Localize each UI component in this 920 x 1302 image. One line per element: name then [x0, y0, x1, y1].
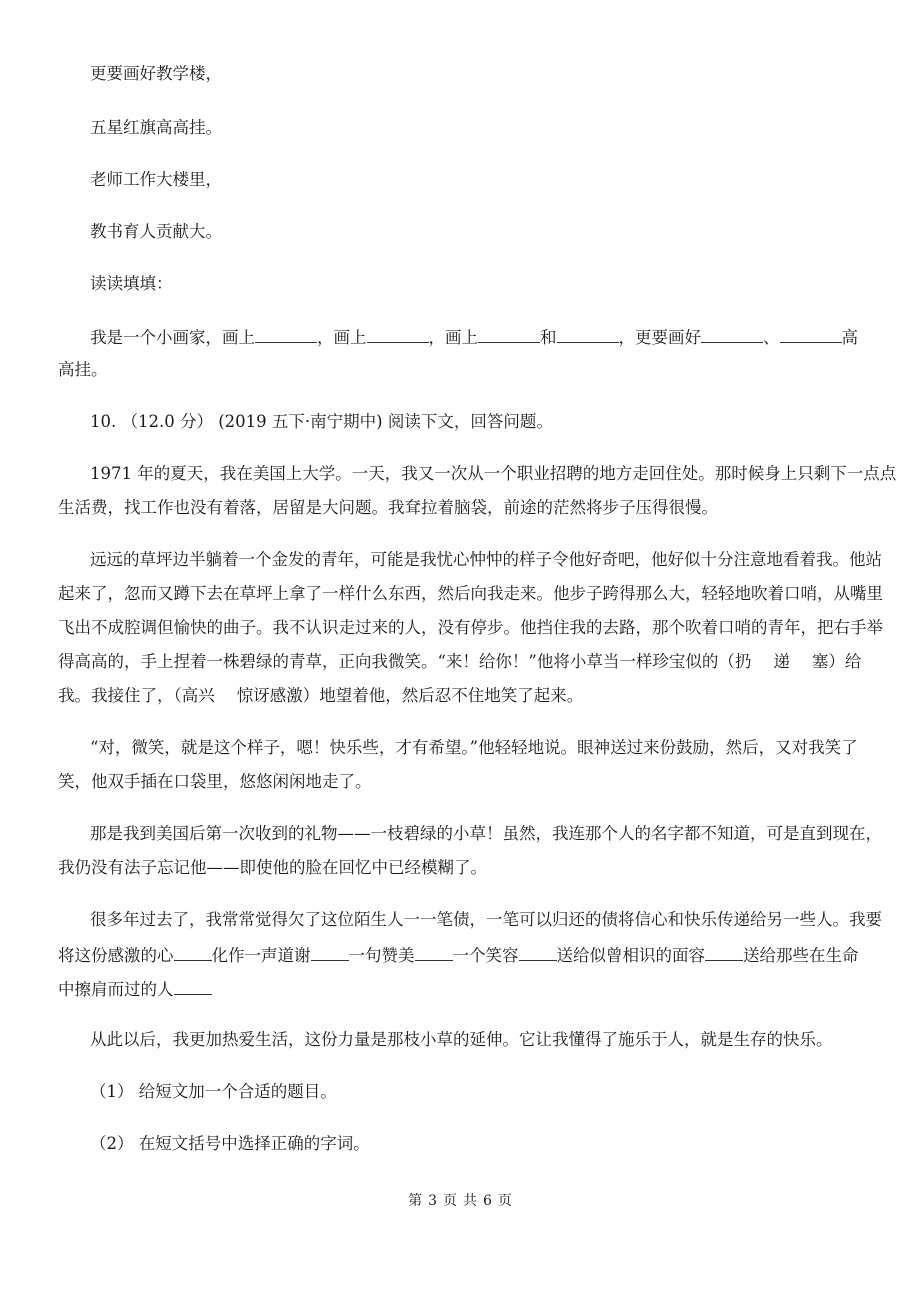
p5-text-6: 送给那些在生命	[743, 946, 859, 965]
p4-line-1: 那是我到美国后第一次收到的礼物——一枝碧绿的小草！虽然，我连那个人的名字都不知道，可是直到现在，	[90, 824, 882, 843]
footer-total-label: 共	[463, 1193, 477, 1209]
fill-blank-4[interactable]	[557, 328, 619, 343]
p5-blank-3[interactable]	[415, 946, 453, 961]
fill-text-4: 和	[540, 328, 557, 347]
p5-text-2: 化作一声道谢	[211, 946, 311, 965]
fill-text-3: ，画上	[428, 328, 478, 347]
footer-page-label: 第	[408, 1193, 423, 1209]
q9-instruction: 读读填填：	[90, 274, 173, 293]
p5-text-3: 一句赞美	[348, 946, 415, 965]
p2-line-4	[58, 654, 861, 671]
p2-line-4-part-c: 塞）给	[811, 652, 862, 671]
p1-line-1: 1971 年的夏天，我在美国上大学。一天，我又一次从一个职业招聘的地方走回住处。那时候身上只剩下一点点	[90, 464, 897, 483]
fill-blank-6[interactable]	[780, 328, 842, 343]
p5-blank-5[interactable]	[705, 946, 743, 961]
p5-line-3	[58, 980, 212, 999]
p2-line-3: 飞出不成腔调但愉快的曲子。我不认识走过来的人，没有停步。他挡住我的去路，那个吹着口哨的青年，把右手举	[58, 618, 883, 637]
fill-text-1: 我是一个小画家，画上	[90, 328, 255, 347]
poem-line-4: 教书育人贡献大。	[90, 222, 222, 241]
fill-blank-2[interactable]	[367, 328, 429, 343]
poem-line-2: 五星红旗高高挂。	[90, 118, 222, 137]
p4-line-2: 我仍没有法子忘记他——即使他的脸在回忆中已经模糊了。	[58, 858, 487, 877]
p5-text-5: 送给似曾相识的面容	[556, 946, 705, 965]
footer-page-unit: 页	[443, 1193, 457, 1209]
footer-total-unit: 页	[497, 1193, 512, 1209]
fill-text-5: ，更要画好	[618, 328, 701, 347]
p2-line-1: 远远的草坪边半躺着一个金发的青年，可能是我忧心忡忡的样子令他好奇吧，他好似十分注意地看着我。他站	[90, 550, 882, 569]
p6-line: 从此以后，我更加热爱生活，这份力量是那枝小草的延伸。它让我懂得了施乐于人，就是生存的快乐。	[90, 1030, 833, 1049]
p5-line-2	[58, 946, 859, 965]
q9-fill-line	[90, 328, 858, 347]
p2-line-2: 起来了，忽而又蹲下去在草坪上拿了一样什么东西，然后向我走来。他步子跨得那么大，轻轻地吹着口哨，从嘴里	[58, 584, 883, 603]
p5-line-1: 很多年过去了，我常常觉得欠了这位陌生人一一笔债，一笔可以归还的债将信心和快乐传递给另一些人。我要	[90, 910, 882, 929]
p5-blank-6[interactable]	[174, 980, 212, 995]
p1-line-2: 生活费，找工作也没有着落，居留是大问题。我耷拉着脑袋，前途的茫然将步子压得很慢。	[58, 498, 718, 517]
fill-text-7: 高	[841, 328, 858, 347]
fill-text-6: 、	[763, 328, 780, 347]
q10-header: 10. （12.0 分） (2019 五下·南宁期中) 阅读下文，回答问题。	[90, 412, 553, 431]
p2-line-5-part-b: 惊讶感激）地望着他，然后忍不住地笑了起来。	[236, 686, 584, 705]
p2-line-4-part-a: 得高高的，手上捏着一株碧绿的青草，正向我微笑。“来！给你！”他将小草当一样珍宝似的（扔	[58, 652, 752, 671]
p5-blank-2[interactable]	[311, 946, 349, 961]
q9-fill-continuation: 高挂。	[58, 360, 108, 379]
p3-line-2: 笑，他双手插在口袋里，悠悠闲闲地走了。	[58, 772, 372, 791]
p5-blank-4[interactable]	[519, 946, 557, 961]
fill-blank-3[interactable]	[478, 328, 540, 343]
sub-question-2: （2） 在短文括号中选择正确的字词。	[90, 1134, 370, 1153]
sub-question-1: （1） 给短文加一个合适的题目。	[90, 1082, 337, 1101]
p5-text-7: 中擦肩而过的人	[58, 980, 174, 999]
p2-line-4-part-b: 递	[773, 652, 790, 671]
p5-blank-1[interactable]	[174, 946, 212, 961]
p5-text-4: 一个笑容	[452, 946, 519, 965]
p5-text-1: 将这份感激的心	[58, 946, 174, 965]
p2-line-5-part-a: 我。我接住了，（高兴	[58, 686, 215, 705]
footer-total-num: 6	[483, 1193, 492, 1209]
poem-line-1: 更要画好教学楼，	[90, 64, 222, 83]
footer-page-num: 3	[428, 1193, 437, 1209]
fill-blank-1[interactable]	[255, 328, 317, 343]
p3-line-1: “对，微笑，就是这个样子，嗯！快乐些，才有希望。”他轻轻地说。眼神送过来份鼓励，然后，又对我笑了	[90, 738, 858, 757]
p2-line-5	[58, 688, 583, 705]
fill-text-2: ，画上	[317, 328, 367, 347]
poem-line-3: 老师工作大楼里，	[90, 170, 222, 189]
page-footer	[0, 1194, 920, 1208]
fill-blank-5[interactable]	[701, 328, 763, 343]
